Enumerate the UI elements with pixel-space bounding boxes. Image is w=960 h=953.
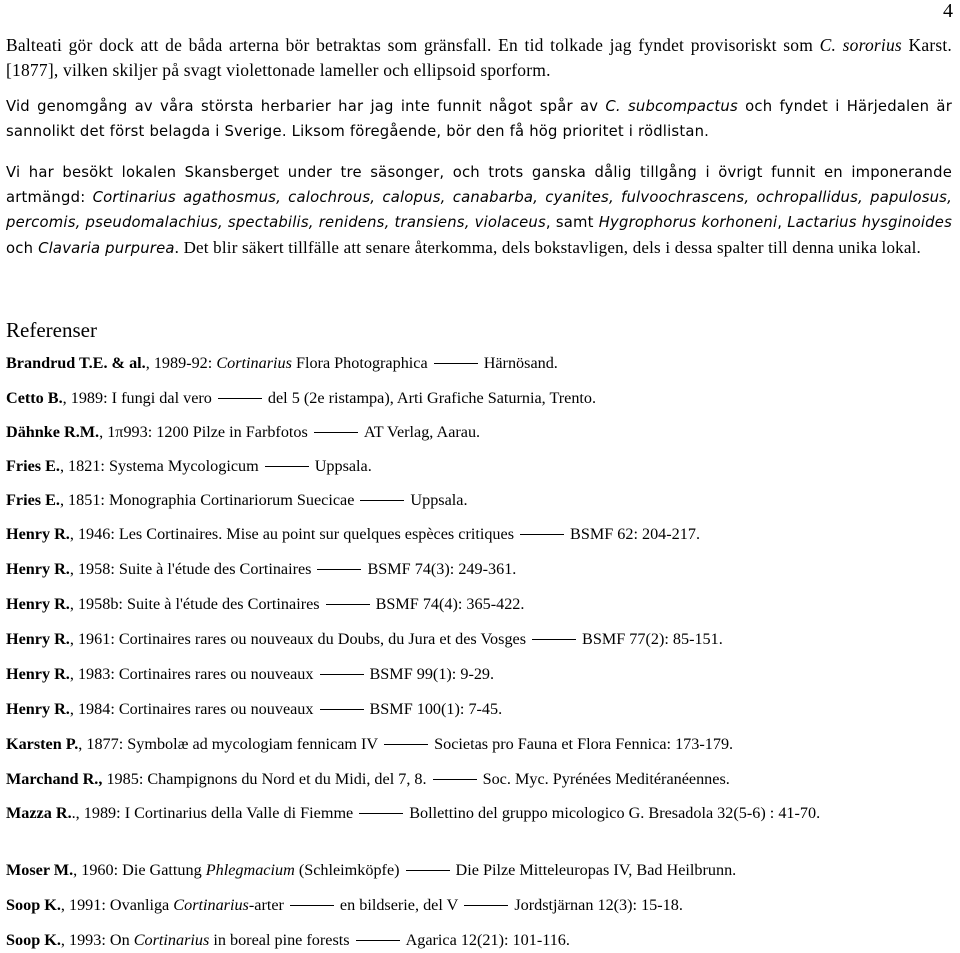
paragraph-text: Vid genomgång av våra största herbarier har jag inte funnit något spår av <box>6 98 606 115</box>
reference-entry <box>6 420 952 445</box>
reference-publisher: BSMF 100(1): 7-45. <box>369 700 503 718</box>
reference-author: Mazza R. <box>6 804 72 822</box>
reference-year: , 1958b: <box>69 595 127 613</box>
paragraph-text: och fyndet i Härjedalen är sannolikt det först belagda i Sverige. Liksom föregående, bör den få hög prioritet i rödlistan. <box>6 98 952 140</box>
reference-year: 1985: <box>102 770 148 788</box>
reference-year: ., 1989: <box>71 804 125 822</box>
reference-publisher: BSMF 99(1): 9-29. <box>369 665 495 683</box>
reference-year: , 1958: <box>69 560 119 578</box>
em-dash-separator <box>359 813 403 814</box>
reference-publisher: Soc. Myc. Pyrénées Meditéranéennes. <box>482 770 730 788</box>
reference-entry <box>6 351 952 376</box>
reference-italic-term: Cortinarius <box>173 896 249 914</box>
reference-italic-term: Phlegmacium <box>205 861 295 879</box>
reference-publisher: en bildserie, del V <box>339 896 459 914</box>
reference-author: Henry R. <box>6 630 70 648</box>
em-dash-separator <box>314 432 358 433</box>
reference-title: Champignons du Nord et du Midi, del 7, 8. <box>147 770 427 788</box>
references-heading: Referenser <box>6 318 97 342</box>
reference-title: (Schleimköpfe) <box>294 861 400 879</box>
em-dash-separator <box>406 870 450 871</box>
reference-author: Marchand R., <box>6 770 103 788</box>
reference-title: Suite à l'étude des Cortinaires <box>118 560 312 578</box>
reference-author: Soop K. <box>6 931 61 949</box>
reference-year: , 1989-92: <box>145 354 217 372</box>
reference-journal: Jordstjärnan 12(3): 15-18. <box>514 896 683 914</box>
em-dash-separator <box>317 569 361 570</box>
paragraph-text: Balteati gör dock att de båda arterna bör betraktas som gränsfall. En tid tolkade jag fyndet provisoriskt som <box>6 35 820 55</box>
em-dash-separator <box>356 940 400 941</box>
species-list: Cortinarius agathosmus, calochrous, calopus, canabarba, cyanites, fulvoochrascens, ochropallidus, papulosus, percomis, pseudomalachius, spectabilis, renidens, transiens, violaceus <box>6 189 952 231</box>
em-dash-separator <box>433 779 477 780</box>
reference-title: Symbolæ ad mycologiam fennicam IV <box>127 735 379 753</box>
reference-author: Henry R. <box>6 665 70 683</box>
reference-entry <box>6 858 952 883</box>
species-name: Lactarius hysginoides <box>787 214 952 231</box>
reference-year: , 1π993: <box>99 423 157 441</box>
reference-year: , 1983: <box>69 665 119 683</box>
reference-entry <box>6 522 952 547</box>
reference-entry <box>6 454 952 479</box>
reference-author: Fries E. <box>6 491 60 509</box>
reference-author: Henry R. <box>6 700 70 718</box>
em-dash-separator <box>384 744 428 745</box>
reference-entry <box>6 697 952 722</box>
reference-publisher: Societas pro Fauna et Flora Fennica: 173-179. <box>434 735 734 753</box>
reference-italic-term: Cortinarius <box>133 931 210 949</box>
reference-entry <box>6 627 952 652</box>
paragraph-text: Vi har besökt lokalen Skansberget under tre säsonger, och trots ganska dålig tillgång i övrigt funnit en imponerande artmängd: <box>6 164 952 206</box>
species-name: C. sororius <box>819 35 902 55</box>
reference-entry <box>6 767 952 792</box>
reference-title: Les Cortinaires. Mise au point sur quelques espèces critiques <box>118 525 515 543</box>
reference-publisher: del 5 (2e ristampa), Arti Grafiche Saturnia, Trento. <box>267 389 597 407</box>
reference-italic-term: Cortinarius <box>216 354 292 372</box>
reference-title: Cortinaires rares ou nouveaux du Doubs, du Jura et des Vosges <box>118 630 527 648</box>
paragraph-text: . Det blir säkert tillfälle att senare återkomma, dels bokstavligen, dels i dessa spalter till denna unika lokal. <box>174 238 921 257</box>
reference-author: Henry R. <box>6 560 70 578</box>
reference-publisher: Uppsala. <box>314 457 372 475</box>
em-dash-separator <box>434 363 478 364</box>
reference-author: Henry R. <box>6 595 70 613</box>
reference-author: Karsten P. <box>6 735 79 753</box>
reference-publisher: BSMF 62: 204-217. <box>570 525 700 543</box>
species-name: Clavaria purpurea <box>38 240 175 257</box>
em-dash-separator <box>464 905 508 906</box>
reference-publisher: BSMF 74(4): 365-422. <box>375 595 525 613</box>
reference-title: Monographia Cortinariorum Suecicae <box>108 491 355 509</box>
em-dash-separator <box>265 466 309 467</box>
reference-publisher: Härnösand. <box>483 354 558 372</box>
reference-author: Moser M. <box>6 861 74 879</box>
reference-publisher: Bollettino del gruppo micologico G. Bresadola 32(5-6) : 41-70. <box>409 804 821 822</box>
reference-title: in boreal pine forests <box>209 931 350 949</box>
paragraph-skansberget <box>6 160 952 261</box>
reference-publisher: AT Verlag, Aarau. <box>363 423 481 441</box>
reference-entry <box>6 488 952 513</box>
reference-entry <box>6 662 952 687</box>
reference-title: I Cortinarius della Valle di Fiemme <box>124 804 354 822</box>
reference-year: , 1821: <box>59 457 109 475</box>
reference-author: Cetto B. <box>6 389 63 407</box>
reference-entry <box>6 557 952 582</box>
reference-title: Cortinaires rares ou nouveaux <box>118 665 314 683</box>
em-dash-separator <box>320 674 364 675</box>
reference-entry <box>6 801 952 826</box>
reference-entry <box>6 386 952 411</box>
reference-title: I fungi dal vero <box>111 389 212 407</box>
reference-year: , 1993: On <box>60 931 134 949</box>
em-dash-separator <box>218 398 262 399</box>
paragraph-herbarier <box>6 94 952 144</box>
reference-title: -arter <box>248 896 284 914</box>
reference-author: Dähnke R.M. <box>6 423 100 441</box>
em-dash-separator <box>532 639 576 640</box>
reference-publisher: Agarica 12(21): 101-116. <box>405 931 570 949</box>
reference-publisher: BSMF 74(3): 249-361. <box>367 560 517 578</box>
reference-year: , 1946: <box>69 525 119 543</box>
reference-year: , 1961: <box>69 630 119 648</box>
reference-title: 1200 Pilze in Farbfotos <box>156 423 308 441</box>
em-dash-separator <box>520 534 564 535</box>
reference-entry <box>6 893 952 918</box>
reference-publisher: BSMF 77(2): 85-151. <box>582 630 723 648</box>
species-name: C. subcompactus <box>605 98 738 115</box>
reference-entry <box>6 732 952 757</box>
reference-title: Flora Photographica <box>291 354 428 372</box>
reference-year: , 1877: <box>78 735 128 753</box>
reference-author: Brandrud T.E. & al. <box>6 354 146 372</box>
reference-publisher: Die Pilze Mitteleuropas IV, Bad Heilbrunn. <box>455 861 737 879</box>
species-name: Hygrophorus korhoneni <box>598 214 778 231</box>
paragraph-text: , <box>777 214 788 231</box>
paragraph-text: , samt <box>545 214 599 231</box>
reference-year: , 1851: <box>59 491 109 509</box>
reference-year: , 1991: Ovanliga <box>60 896 174 914</box>
paragraph-text: Karst. [1877], vilken skiljer på svagt violettonade lameller och ellipsoid sporform. <box>6 35 953 80</box>
paragraph-text: och <box>6 240 39 257</box>
reference-title: Suite à l'étude des Cortinaires <box>126 595 320 613</box>
paragraph-balteati <box>6 33 952 83</box>
reference-publisher: Uppsala. <box>410 491 468 509</box>
em-dash-separator <box>360 500 404 501</box>
reference-author: Henry R. <box>6 525 70 543</box>
reference-year: , 1960: Die Gattung <box>73 861 206 879</box>
reference-year: , 1984: <box>69 700 119 718</box>
em-dash-separator <box>290 905 334 906</box>
reference-entry <box>6 928 952 953</box>
reference-title: Cortinaires rares ou nouveaux <box>118 700 314 718</box>
em-dash-separator <box>326 604 370 605</box>
reference-entry <box>6 592 952 617</box>
reference-author: Fries E. <box>6 457 60 475</box>
em-dash-separator <box>320 709 364 710</box>
reference-title: Systema Mycologicum <box>108 457 259 475</box>
reference-year: , 1989: <box>62 389 112 407</box>
page-number: 4 <box>943 0 953 22</box>
reference-author: Soop K. <box>6 896 61 914</box>
